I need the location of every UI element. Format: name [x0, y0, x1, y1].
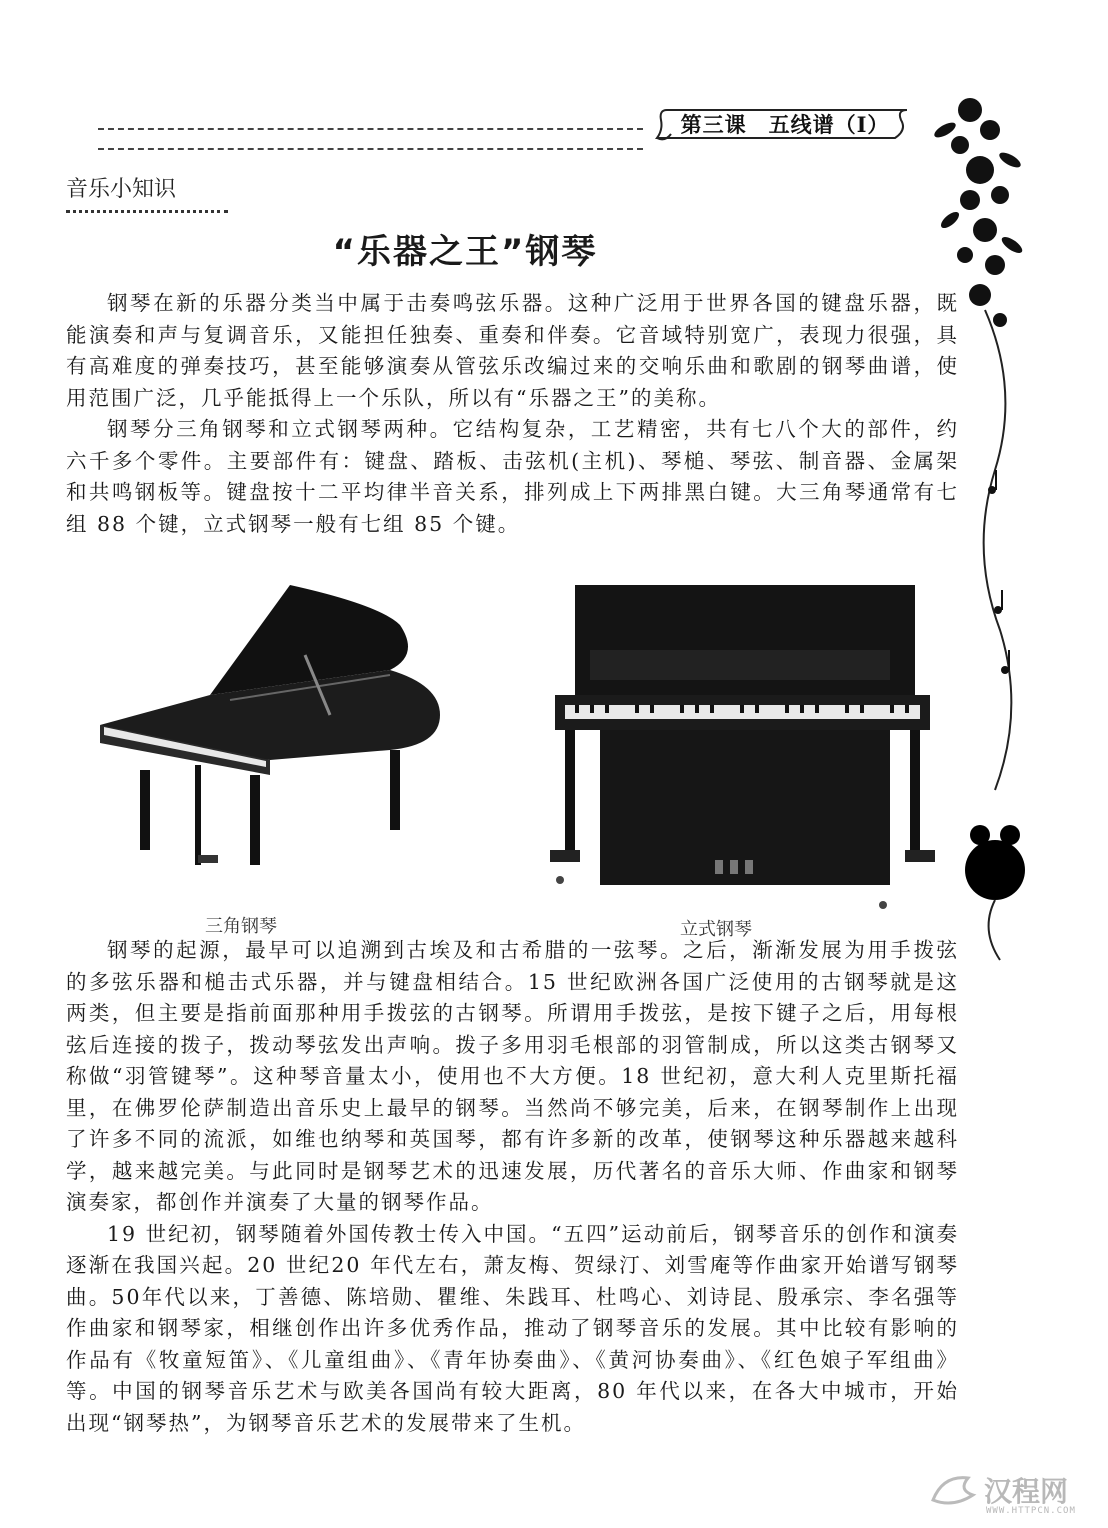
lesson-title: 第三课 五线谱（Ⅰ）	[680, 112, 890, 137]
section-label: 音乐小知识	[66, 177, 177, 202]
watermark-logo-icon	[928, 1470, 978, 1510]
article-body-top	[66, 288, 959, 540]
lesson-banner	[655, 104, 915, 144]
article-title: “乐器之王”钢琴	[332, 232, 598, 272]
paragraph: 钢琴在新的乐器分类当中属于击奏鸣弦乐器。这种广泛用于世界各国的键盘乐器，既能演奏和声与复调音乐，又能担任独奏、重奏和伴奏。它音域特别宽广，表现力很强，具有高难度的弹奏技巧，甚至能够演奏从管弦乐改编过来的交响乐曲和歌剧的钢琴曲谱，使用范围广泛，几乎能抵得上一个乐队，所以有“乐器之王”的美称。	[66, 291, 959, 410]
article-body-bottom	[66, 935, 959, 1439]
watermark-text: 汉程网	[984, 1475, 1069, 1508]
upright-piano-caption: 立式钢琴	[680, 919, 752, 940]
header-divider	[98, 128, 643, 150]
grand-piano-caption: 三角钢琴	[205, 916, 277, 937]
paragraph: 钢琴的起源，最早可以追溯到古埃及和古希腊的一弦琴。之后，渐渐发展为用手拨弦的多弦乐器和槌击式乐器，并与键盘相结合。15 世纪欧洲各国广泛使用的古钢琴就是这两类，但主要是指前面那种用手拨弦的古钢琴。所谓用手拨弦，是按下键子之后，用每根弦后连接的拨子，拨动琴弦发出声响。拨子多用羽毛根部的羽管制成，所以这类古钢琴又称做“羽管键琴”。这种琴音量太小，使用也不大方便。18 世纪初，意大利人克里斯托福里，在佛罗伦萨制造出音乐史上最早的钢琴。当然尚不够完美，后来，在钢琴制作上出现了许多不同的流派，如维也纳琴和英国琴，都有许多新的改革，使钢琴这种乐器越来越科学，越来越完美。与此同时是钢琴艺术的迅速发展，历代著名的音乐大师、作曲家和钢琴演奏家，都创作并演奏了大量的钢琴作品。	[66, 938, 959, 1214]
grand-piano-image	[90, 575, 450, 895]
watermark	[928, 1470, 1076, 1516]
paragraph: 19 世纪初，钢琴随着外国传教士传入中国。“五四”运动前后，钢琴音乐的创作和演奏逐渐在我国兴起。20 世纪20 年代左右，萧友梅、贺绿汀、刘雪庵等作曲家开始谱写钢琴曲。50年代以来，丁善德、陈培勋、瞿维、朱践耳、杜鸣心、刘诗昆、殷承宗、李名强等作曲家和钢琴家，相继创作出许多优秀作品，推动了钢琴音乐的发展。其中比较有影响的作品有《牧童短笛》、《儿童组曲》、《青年协奏曲》、《黄河协奏曲》、《红色娘子军组曲》等。中国的钢琴音乐艺术与欧美各国尚有较大距离，80 年代以来，在各大中城市，开始出现“钢琴热”，为钢琴音乐艺术的发展带来了生机。	[66, 1221, 959, 1435]
section-divider	[66, 210, 228, 213]
paragraph: 钢琴分三角钢琴和立式钢琴两种。它结构复杂，工艺精密，共有七八个大的部件，约六千多个零件。主要部件有：键盘、踏板、击弦机(主机)、琴槌、琴弦、制音器、金属架和共鸣钢板等。键盘按十二平均律半音关系，排列成上下两排黑白键。大三角琴通常有七组 88 个键，立式钢琴一般有七组 85 个键。	[66, 417, 959, 536]
watermark-url: WWW.HTTPCN.COM	[986, 1506, 1076, 1516]
upright-piano-image	[545, 580, 940, 910]
